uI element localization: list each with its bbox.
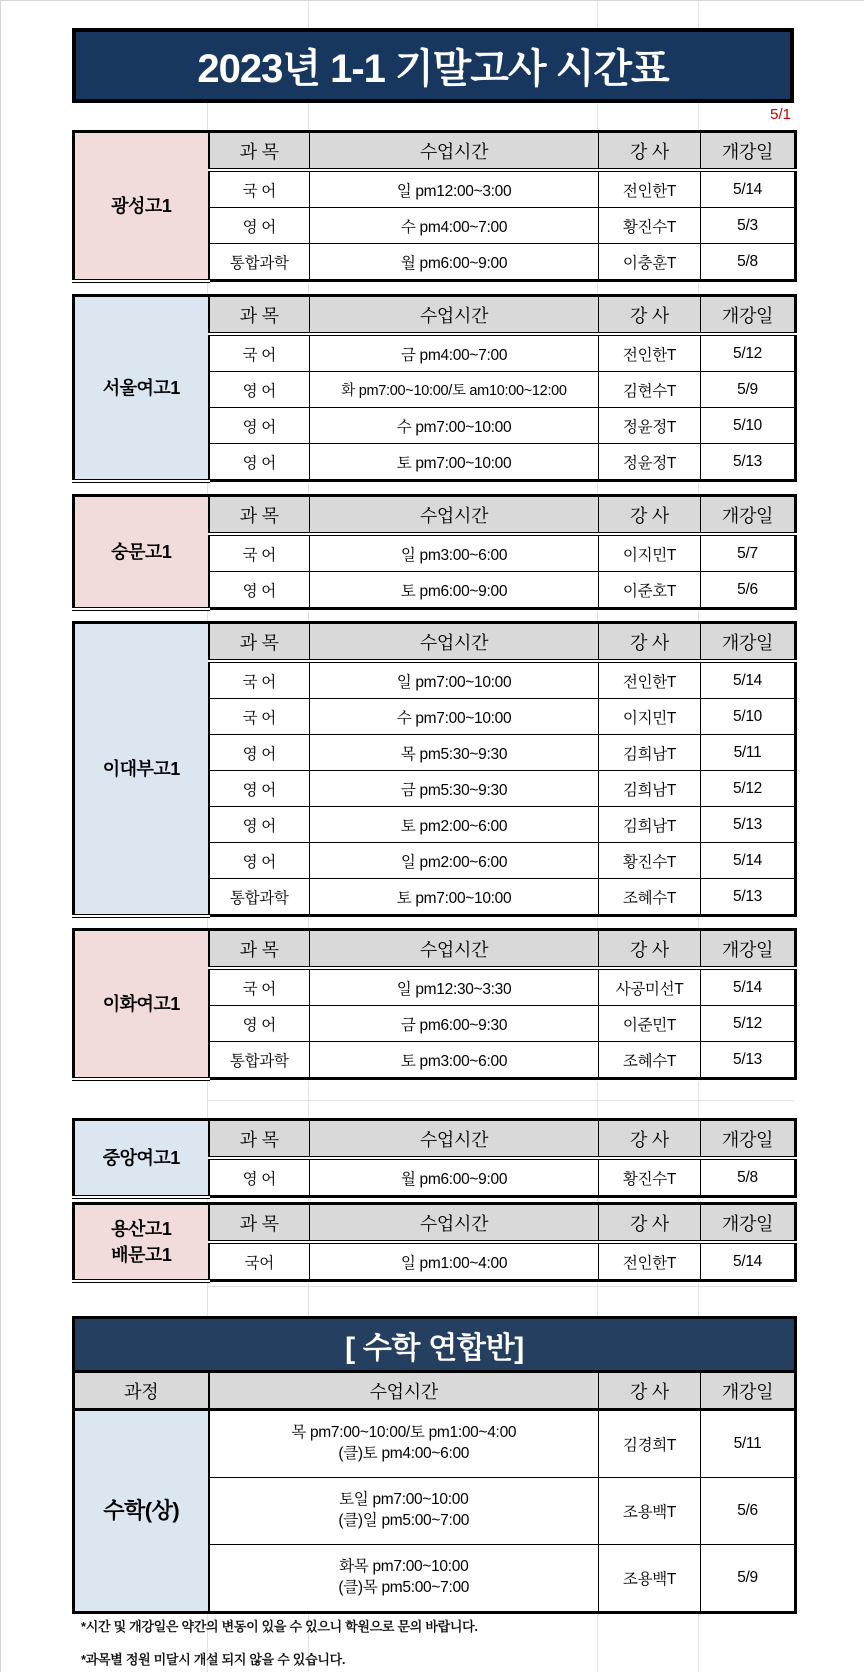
header-teacher: 강 사 [599, 1372, 701, 1410]
time-line: (클)토 pm4:00~6:00 [338, 1445, 470, 1462]
table-row [74, 1410, 796, 1478]
teacher-cell: 조용백T [599, 1478, 701, 1545]
table-header-row [74, 1204, 796, 1243]
header-teacher: 강 사 [599, 496, 701, 535]
time-cell: 목 pm5:30~9:30 [310, 735, 599, 771]
start-date-cell: 5/9 [701, 1545, 796, 1613]
teacher-cell: 전인한T [599, 334, 701, 372]
time-cell: 화 pm7:00~10:00/토 am10:00~12:00 [310, 372, 599, 408]
school-name: 숭문고1 [74, 496, 209, 609]
header-teacher: 강 사 [599, 132, 701, 171]
header-subject: 과 목 [209, 1204, 310, 1243]
footnote: *시간 및 개강일은 약간의 변동이 있을 수 있으니 학원으로 문의 바랍니다. [81, 1619, 478, 1634]
school-name: 광성고1 [74, 132, 209, 281]
start-date-cell: 5/8 [701, 244, 796, 281]
time-cell: 일 pm2:00~6:00 [310, 843, 599, 879]
math-banner-title: [ 수학 연합반] [74, 1318, 796, 1372]
subject-cell: 통합과학 [209, 1042, 310, 1079]
time-line: 토일 pm7:00~10:00 [339, 1491, 469, 1509]
time-cell: 토 pm7:00~10:00 [310, 444, 599, 481]
teacher-cell: 이지민T [599, 699, 701, 735]
time-cell: 일 pm1:00~4:00 [310, 1242, 599, 1281]
subject-cell: 영 어 [209, 372, 310, 408]
start-date-cell: 5/14 [701, 661, 796, 699]
table-header-row [74, 132, 796, 171]
time-cell: 수 pm4:00~7:00 [310, 208, 599, 244]
time-cell: 금 pm6:00~9:30 [310, 1006, 599, 1042]
subject-cell: 국 어 [209, 661, 310, 699]
school-table [72, 130, 797, 283]
header-time: 수업시간 [209, 1372, 599, 1410]
start-date-cell: 5/14 [701, 1242, 796, 1281]
header-teacher: 강 사 [599, 296, 701, 335]
start-date-cell: 5/13 [701, 807, 796, 843]
header-subject: 과 목 [209, 296, 310, 335]
start-date-cell: 5/10 [701, 408, 796, 444]
subject-cell: 국 어 [209, 334, 310, 372]
time-cell: 월 pm6:00~9:00 [310, 244, 599, 281]
time-line: (클)목 pm5:00~7:00 [338, 1579, 470, 1596]
header-subject: 과 목 [209, 1120, 310, 1159]
subject-cell: 국 어 [209, 534, 310, 572]
start-date-cell: 5/14 [701, 968, 796, 1006]
teacher-cell: 이지민T [599, 534, 701, 572]
teacher-cell: 이충훈T [599, 244, 701, 281]
time-cell: 토 pm3:00~6:00 [310, 1042, 599, 1079]
start-date-cell: 5/14 [701, 843, 796, 879]
header-start: 개강일 [701, 496, 796, 535]
teacher-cell: 정윤정T [599, 444, 701, 481]
teacher-cell: 조혜수T [599, 1042, 701, 1079]
start-date-cell: 5/10 [701, 699, 796, 735]
school-name: 이화여고1 [74, 930, 209, 1079]
start-date-cell: 5/12 [701, 771, 796, 807]
start-date-cell: 5/12 [701, 1006, 796, 1042]
teacher-cell: 전인한T [599, 661, 701, 699]
subject-cell: 국 어 [209, 699, 310, 735]
header-start: 개강일 [701, 132, 796, 171]
sheet-gridline [207, 1100, 794, 1101]
subject-cell: 국어 [209, 1242, 310, 1281]
time-cell [209, 1545, 599, 1613]
subject-cell: 영 어 [209, 444, 310, 481]
time-cell: 수 pm7:00~10:00 [310, 699, 599, 735]
teacher-cell: 전인한T [599, 170, 701, 208]
start-date-cell: 5/7 [701, 534, 796, 572]
start-date-cell: 5/6 [701, 572, 796, 609]
subject-cell: 영 어 [209, 843, 310, 879]
time-cell [209, 1410, 599, 1478]
header-start: 개강일 [701, 1120, 796, 1159]
subject-cell: 통합과학 [209, 879, 310, 916]
start-date-cell: 5/11 [701, 735, 796, 771]
table-header-row [74, 1120, 796, 1159]
time-cell [209, 1478, 599, 1545]
time-cell: 토 pm7:00~10:00 [310, 879, 599, 916]
teacher-cell: 이준호T [599, 572, 701, 609]
header-time: 수업시간 [310, 1204, 599, 1243]
time-cell: 일 pm12:30~3:30 [310, 968, 599, 1006]
page-title: 2023년 1-1 기말고사 시간표 [72, 28, 794, 103]
teacher-cell: 황진수T [599, 208, 701, 244]
time-cell: 일 pm7:00~10:00 [310, 661, 599, 699]
subject-cell: 영 어 [209, 1006, 310, 1042]
header-subject: 과 목 [209, 132, 310, 171]
time-line: 목 pm7:00~10:00/토 pm1:00~4:00 [291, 1424, 517, 1442]
school-table [72, 621, 797, 918]
school-name: 이대부고1 [74, 623, 209, 916]
start-date-cell: 5/8 [701, 1158, 796, 1197]
subject-cell: 영 어 [209, 1158, 310, 1197]
start-date-cell: 5/11 [701, 1410, 796, 1478]
math-banner-row [74, 1318, 796, 1372]
date-note: 5/1 [770, 106, 791, 123]
table-header-row [74, 1372, 796, 1410]
header-subject: 과 목 [209, 623, 310, 662]
teacher-cell: 김희남T [599, 807, 701, 843]
header-subject: 과 목 [209, 496, 310, 535]
time-line: (클)일 pm5:00~7:00 [338, 1512, 470, 1529]
teacher-cell: 이준민T [599, 1006, 701, 1042]
teacher-cell: 황진수T [599, 1158, 701, 1197]
header-teacher: 강 사 [599, 623, 701, 662]
school-table [72, 928, 797, 1081]
time-cell: 금 pm5:30~9:30 [310, 771, 599, 807]
school-name-line: 배문고1 [111, 1244, 172, 1265]
teacher-cell: 김경희T [599, 1410, 701, 1478]
table-header-row [74, 496, 796, 535]
school-table [72, 1118, 797, 1199]
header-time: 수업시간 [310, 623, 599, 662]
header-time: 수업시간 [310, 132, 599, 171]
header-start: 개강일 [701, 1372, 796, 1410]
start-date-cell: 5/3 [701, 208, 796, 244]
header-course: 과정 [74, 1372, 209, 1410]
teacher-cell: 정윤정T [599, 408, 701, 444]
start-date-cell: 5/9 [701, 372, 796, 408]
time-cell: 월 pm6:00~9:00 [310, 1158, 599, 1197]
sheet-gridline [207, 1286, 794, 1287]
time-cell: 수 pm7:00~10:00 [310, 408, 599, 444]
header-teacher: 강 사 [599, 930, 701, 969]
subject-cell: 국 어 [209, 170, 310, 208]
subject-cell: 영 어 [209, 807, 310, 843]
math-table [72, 1316, 797, 1614]
header-time: 수업시간 [310, 496, 599, 535]
time-cell: 토 pm6:00~9:00 [310, 572, 599, 609]
teacher-cell: 황진수T [599, 843, 701, 879]
school-table [72, 294, 797, 483]
header-time: 수업시간 [310, 1120, 599, 1159]
time-cell: 토 pm2:00~6:00 [310, 807, 599, 843]
subject-cell: 국 어 [209, 968, 310, 1006]
teacher-cell: 김희남T [599, 735, 701, 771]
school-name [74, 1204, 209, 1281]
header-start: 개강일 [701, 296, 796, 335]
start-date-cell: 5/13 [701, 444, 796, 481]
teacher-cell: 조혜수T [599, 879, 701, 916]
header-teacher: 강 사 [599, 1204, 701, 1243]
teacher-cell: 조용백T [599, 1545, 701, 1613]
header-subject: 과 목 [209, 930, 310, 969]
table-header-row [74, 296, 796, 335]
start-date-cell: 5/14 [701, 170, 796, 208]
header-start: 개강일 [701, 930, 796, 969]
time-cell: 일 pm3:00~6:00 [310, 534, 599, 572]
subject-cell: 영 어 [209, 208, 310, 244]
school-name-line: 용산고1 [111, 1218, 172, 1239]
subject-cell: 영 어 [209, 572, 310, 609]
start-date-cell: 5/13 [701, 879, 796, 916]
teacher-cell: 사공미선T [599, 968, 701, 1006]
subject-cell: 영 어 [209, 735, 310, 771]
time-cell: 금 pm4:00~7:00 [310, 334, 599, 372]
school-name: 서울여고1 [74, 296, 209, 481]
subject-cell: 영 어 [209, 771, 310, 807]
start-date-cell: 5/12 [701, 334, 796, 372]
header-start: 개강일 [701, 1204, 796, 1243]
teacher-cell: 김희남T [599, 771, 701, 807]
teacher-cell: 전인한T [599, 1242, 701, 1281]
time-cell: 일 pm12:00~3:00 [310, 170, 599, 208]
time-line: 화목 pm7:00~10:00 [339, 1558, 469, 1576]
course-name: 수학(상) [74, 1410, 209, 1613]
start-date-cell: 5/13 [701, 1042, 796, 1079]
subject-cell: 통합과학 [209, 244, 310, 281]
table-header-row [74, 623, 796, 662]
header-start: 개강일 [701, 623, 796, 662]
table-header-row [74, 930, 796, 969]
subject-cell: 영 어 [209, 408, 310, 444]
school-table [72, 494, 797, 611]
school-name: 중앙여고1 [74, 1120, 209, 1197]
footnote: *과목별 정원 미달시 개설 되지 않을 수 있습니다. [81, 1652, 346, 1667]
header-time: 수업시간 [310, 930, 599, 969]
start-date-cell: 5/6 [701, 1478, 796, 1545]
header-time: 수업시간 [310, 296, 599, 335]
header-teacher: 강 사 [599, 1120, 701, 1159]
teacher-cell: 김현수T [599, 372, 701, 408]
school-table [72, 1202, 797, 1283]
